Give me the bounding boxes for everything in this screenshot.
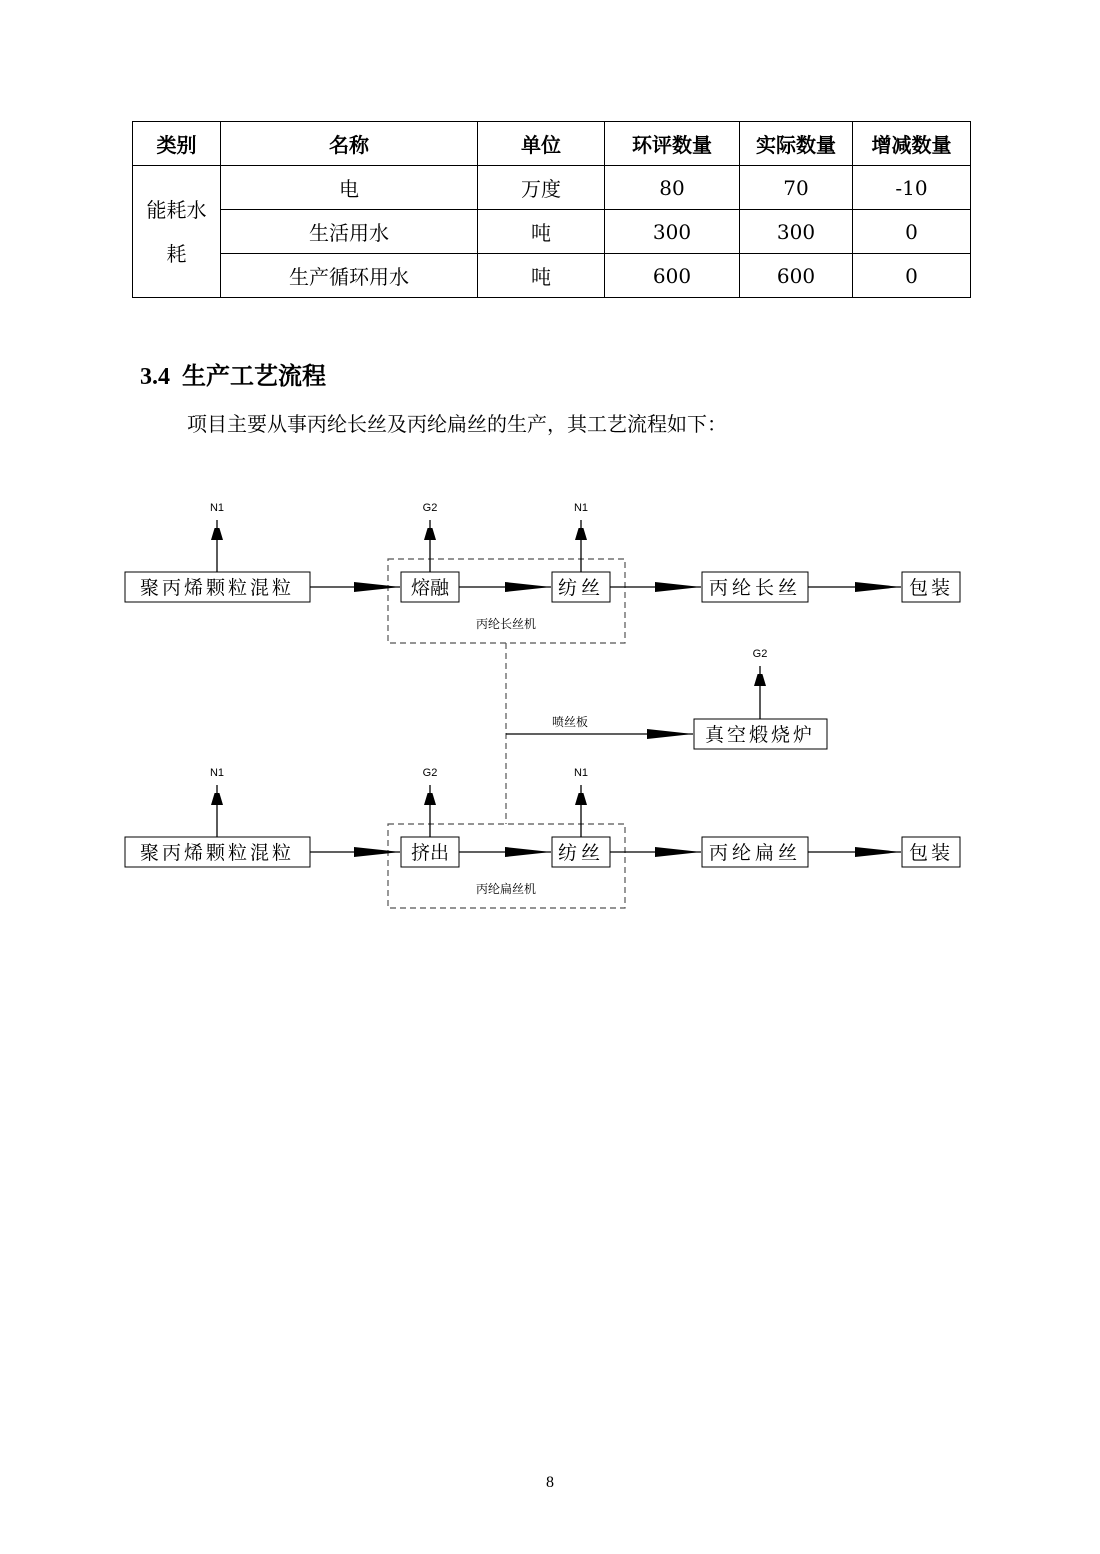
cell-change: 0 xyxy=(853,210,971,254)
step-label: 挤出 xyxy=(410,843,450,864)
header-change: 增减数量 xyxy=(853,122,971,166)
step-label: 纺丝 xyxy=(557,578,605,599)
cell-unit: 吨 xyxy=(478,254,605,298)
emission-label: N1 xyxy=(209,502,225,514)
emission-label: N1 xyxy=(573,502,589,514)
cell-actual: 600 xyxy=(740,254,853,298)
cell-planned: 600 xyxy=(605,254,740,298)
cell-planned: 80 xyxy=(605,166,740,210)
step-label: 丙纶扁丝 xyxy=(708,843,802,864)
cell-actual: 70 xyxy=(740,166,853,210)
cell-actual: 300 xyxy=(740,210,853,254)
emission-label: G2 xyxy=(422,767,438,779)
cell-change: 0 xyxy=(853,254,971,298)
step-label: 丙纶长丝 xyxy=(708,578,802,599)
header-name: 名称 xyxy=(221,122,478,166)
emission-label: G2 xyxy=(422,502,438,514)
header-category: 类别 xyxy=(133,122,221,166)
process-flow-diagram xyxy=(0,480,1100,930)
machine-label-bottom: 丙纶扁丝机 xyxy=(475,882,537,896)
step-label: 包装 xyxy=(908,843,954,864)
emission-label: N1 xyxy=(573,767,589,779)
category-line-2: 耗 xyxy=(166,241,187,266)
furnace-label: 真空煅烧炉 xyxy=(704,725,816,746)
section-title: 生产工艺流程 xyxy=(182,361,326,390)
table-row xyxy=(133,166,971,210)
step-label: 包装 xyxy=(908,578,954,599)
cell-name: 生活用水 xyxy=(221,210,478,254)
table-header-row xyxy=(133,122,971,166)
emission-label: G2 xyxy=(752,648,768,660)
section-heading xyxy=(140,356,326,391)
intro-paragraph: 项目主要从事丙纶长丝及丙纶扁丝的生产，其工艺流程如下： xyxy=(187,412,727,436)
consumption-table xyxy=(132,121,971,298)
step-label: 聚丙烯颗粒混粒 xyxy=(139,578,295,599)
category-line-1: 能耗水 xyxy=(146,197,207,222)
cell-name: 生产循环用水 xyxy=(221,254,478,298)
section-number: 3.4 xyxy=(140,364,170,390)
cell-change: -10 xyxy=(853,166,971,210)
header-actual: 实际数量 xyxy=(740,122,853,166)
table-row xyxy=(133,254,971,298)
table-row xyxy=(133,210,971,254)
header-planned: 环评数量 xyxy=(605,122,740,166)
category-cell xyxy=(133,166,221,298)
header-unit: 单位 xyxy=(478,122,605,166)
machine-label-top: 丙纶长丝机 xyxy=(475,617,537,631)
cell-unit: 万度 xyxy=(478,166,605,210)
branch-label: 喷丝板 xyxy=(551,715,589,729)
cell-name: 电 xyxy=(221,166,478,210)
emission-label: N1 xyxy=(209,767,225,779)
cell-unit: 吨 xyxy=(478,210,605,254)
step-label: 熔融 xyxy=(410,578,450,599)
step-label: 纺丝 xyxy=(557,843,605,864)
page-number: 8 xyxy=(546,1474,554,1491)
cell-planned: 300 xyxy=(605,210,740,254)
step-label: 聚丙烯颗粒混粒 xyxy=(139,843,295,864)
